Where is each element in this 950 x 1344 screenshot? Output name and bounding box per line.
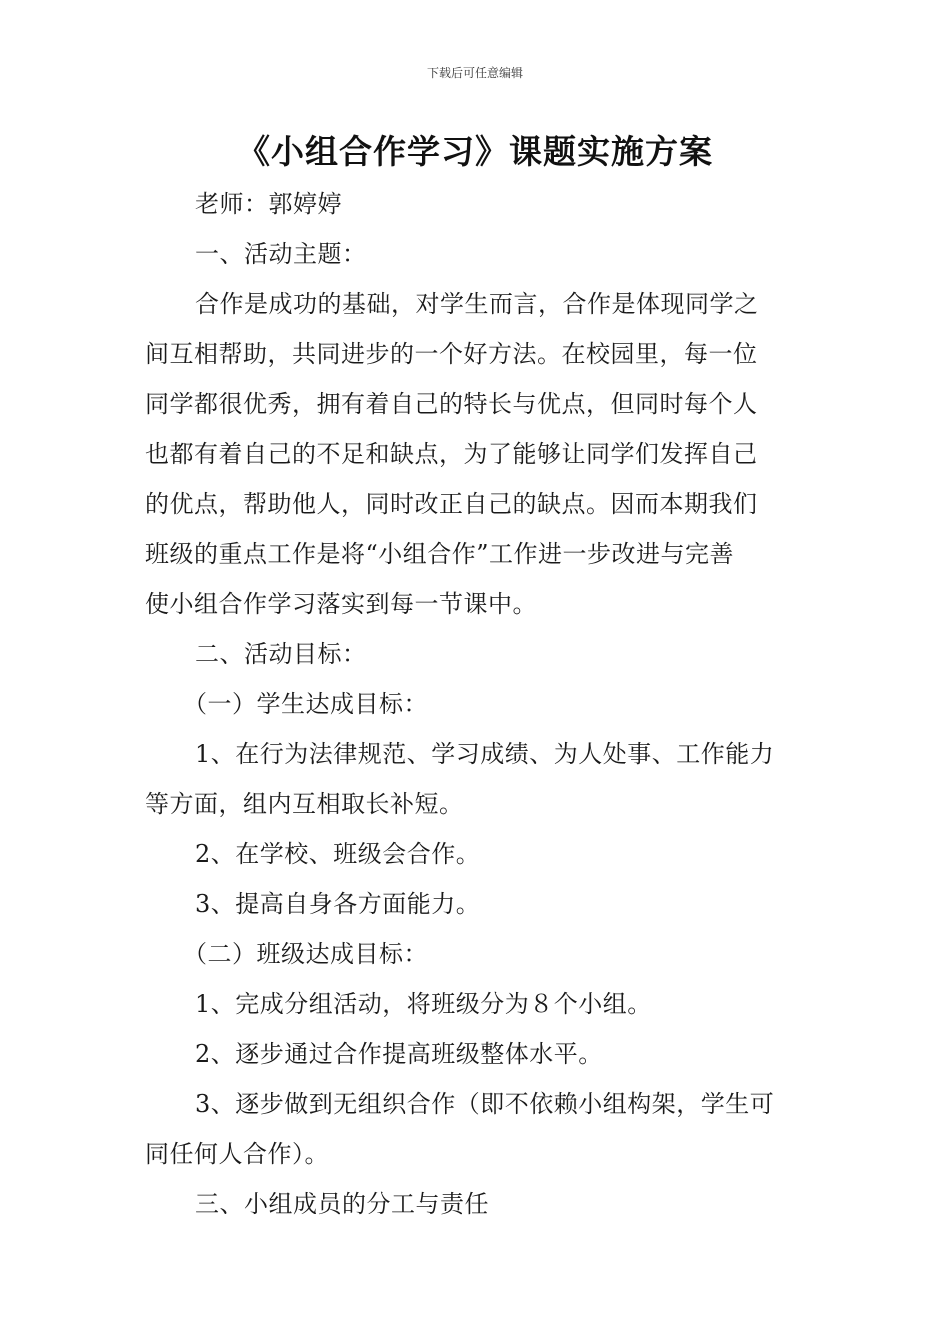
student-goals-heading: （一）学生达成目标： [183, 690, 428, 718]
class-goal-item-continued: 同任何人合作）。 [145, 1140, 329, 1168]
section1-line: 合作是成功的基础，对学生而言，合作是体现同学之 [195, 290, 759, 318]
section1-line: 使小组合作学习落实到每一节课中。 [145, 590, 537, 618]
document-title: 《小组合作学习》课题实施方案 [237, 132, 713, 171]
section3-heading: 三、小组成员的分工与责任 [195, 1190, 489, 1218]
section1-line: 的优点，帮助他人，同时改正自己的缺点。因而本期我们 [145, 490, 758, 518]
class-goals-heading: （二）班级达成目标： [183, 940, 428, 968]
student-goal-item: 3、提高自身各方面能力。 [195, 890, 481, 918]
section1-line: 同学都很优秀，拥有着自己的特长与优点，但同时每个人 [145, 390, 758, 418]
header-note: 下载后可任意编辑 [426, 66, 523, 80]
student-goal-item-continued: 等方面，组内互相取长补短。 [145, 790, 464, 818]
teacher-line: 老师：郭婷婷 [195, 190, 342, 218]
student-goal-item: 1、在行为法律规范、学习成绩、为人处事、工作能力 [195, 740, 775, 768]
section1-line: 班级的重点工作是将“小组合作”工作进一步改进与完善 [145, 540, 735, 568]
section1-line: 也都有着自己的不足和缺点，为了能够让同学们发挥自己 [145, 440, 758, 468]
student-goal-item: 2、在学校、班级会合作。 [195, 840, 481, 868]
section1-line: 间互相帮助，共同进步的一个好方法。在校园里，每一位 [145, 340, 758, 368]
section2-heading: 二、活动目标： [195, 640, 367, 668]
section1-heading: 一、活动主题： [195, 240, 367, 268]
class-goal-item: 3、逐步做到无组织合作（即不依赖小组构架，学生可 [195, 1090, 775, 1118]
class-goal-item: 2、逐步通过合作提高班级整体水平。 [195, 1040, 603, 1068]
class-goal-item: 1、完成分组活动，将班级分为８个小组。 [195, 990, 652, 1018]
